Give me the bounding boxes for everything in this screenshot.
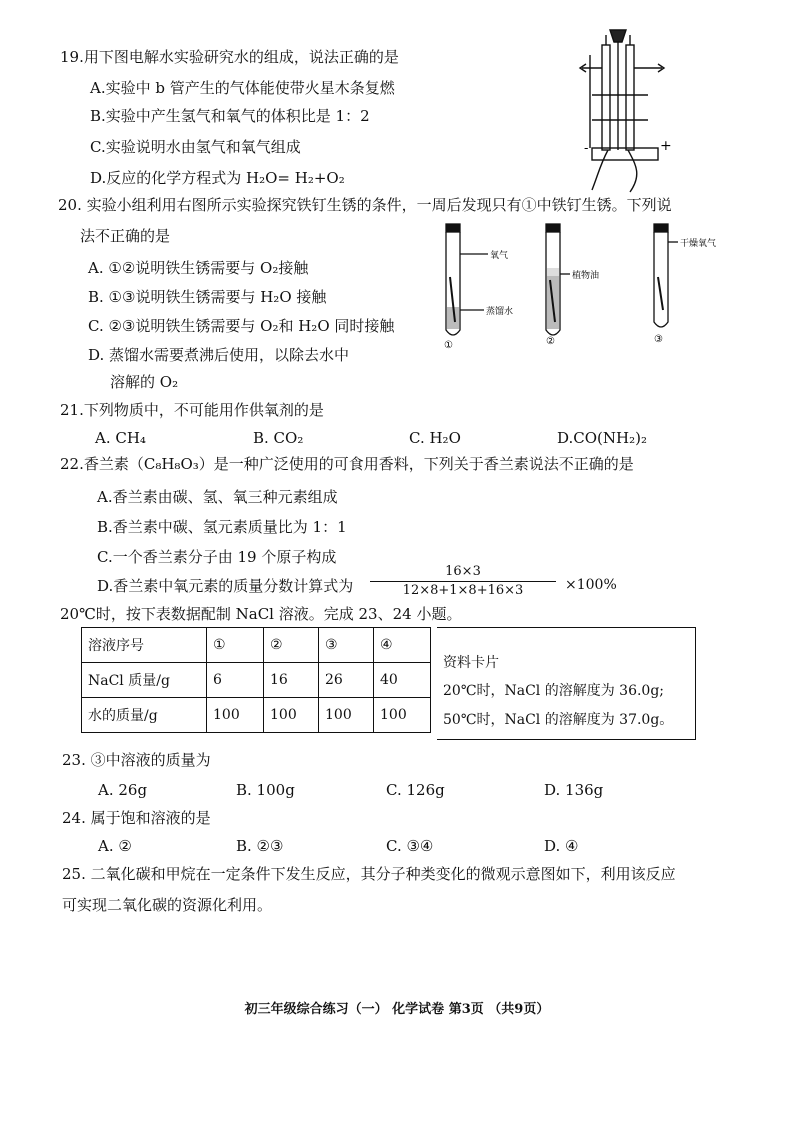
q20-option-d-continued: 溶解的 O₂ (110, 373, 179, 391)
q21-option-b: B. CO₂ (253, 429, 304, 447)
table-row (82, 663, 431, 698)
table-cell: 16 (264, 663, 319, 698)
table-cell: NaCl 质量/g (82, 663, 207, 698)
q21-option-d: D.CO(NH₂)₂ (557, 429, 647, 447)
q23-option-b: B. 100g (236, 781, 295, 799)
info-card-line2: 50℃时，NaCl 的溶解度为 37.0g。 (443, 712, 674, 728)
q24-option-c: C. ③④ (386, 837, 434, 855)
q25-line2: 可实现二氧化碳的资源化利用。 (62, 896, 273, 914)
q22-stem: 22.香兰素（C₈H₈O₃）是一种广泛使用的可食用香料，下列关于香兰素说法不正确的是 (60, 455, 634, 473)
fraction-numerator: 16×3 (445, 564, 481, 579)
tube2-label: ② (546, 336, 555, 347)
table-cell: ④ (374, 628, 431, 663)
fraction-denominator: 12×8+1×8+16×3 (402, 583, 524, 598)
info-card-line1: 20℃时，NaCl 的溶解度为 36.0g; (443, 683, 665, 699)
minus-terminal-label: - (584, 141, 589, 156)
oil-label: 植物油 (572, 271, 600, 281)
tube1-label: ① (444, 340, 453, 350)
q19-option-d: D.反应的化学方程式为 H₂O= H₂+O₂ (90, 169, 345, 187)
page-footer: 初三年级综合练习（一） 化学试卷 第3页 （共9页） (244, 1002, 550, 1017)
table-cell: 100 (264, 698, 319, 733)
q20-stem-line2: 法不正确的是 (80, 227, 171, 245)
table-row (82, 628, 431, 663)
electrolysis-apparatus-figure (570, 20, 680, 195)
table-cell: ② (264, 628, 319, 663)
nacl-solution-table (81, 627, 431, 733)
q20-option-b: B. ①③说明铁生锈需要与 H₂O 接触 (88, 288, 327, 306)
iron-nail-rust-tubes-figure (438, 222, 738, 350)
q19-stem: 19.用下图电解水实验研究水的组成，说法正确的是 (60, 48, 399, 66)
table-cell: ① (207, 628, 264, 663)
plus-terminal-label: + (660, 138, 672, 154)
table-cell: 水的质量/g (82, 698, 207, 733)
table-cell: ③ (319, 628, 374, 663)
q24-stem: 24. 属于饱和溶液的是 (62, 809, 211, 827)
q22-option-c: C.一个香兰素分子由 19 个原子构成 (97, 548, 337, 566)
air-label: 氧气 (490, 251, 509, 261)
q19-option-b: B.实验中产生氢气和氧气的体积比是 1：2 (90, 107, 370, 125)
q22-option-d: D.香兰素中氧元素的质量分数计算式为 (97, 577, 354, 595)
table-cell: 100 (319, 698, 374, 733)
q23-option-d: D. 136g (544, 781, 604, 799)
q23-24-intro: 20℃时，按下表数据配制 NaCl 溶液。完成 23、24 小题。 (60, 605, 462, 623)
q20-option-a: A. ①②说明铁生锈需要与 O₂接触 (88, 259, 309, 277)
q21-option-c: C. H₂O (409, 429, 461, 447)
fraction-suffix: ×100% (565, 577, 617, 593)
q23-option-a: A. 26g (98, 781, 148, 799)
q19-option-a: A.实验中 b 管产生的气体能使带火星木条复燃 (90, 79, 395, 97)
table-cell: 100 (207, 698, 264, 733)
table-cell: 40 (374, 663, 431, 698)
distilled-water-label: 蒸馏水 (486, 307, 514, 317)
q23-option-c: C. 126g (386, 781, 445, 799)
table-cell: 100 (374, 698, 431, 733)
mass-fraction-formula (370, 563, 556, 600)
table-cell: 溶液序号 (82, 628, 207, 663)
q24-option-b: B. ②③ (236, 837, 284, 855)
q21-option-a: A. CH₄ (95, 429, 146, 447)
q20-stem-line1: 20. 实验小组利用右图所示实验探究铁钉生锈的条件，一周后发现只有①中铁钉生锈。下列说 (58, 196, 672, 214)
q22-option-a: A.香兰素由碳、氢、氧三种元素组成 (97, 488, 338, 506)
table-cell: 26 (319, 663, 374, 698)
q20-option-d: D. 蒸馏水需要煮沸后使用，以除去水中 (88, 346, 350, 364)
table-row (82, 698, 431, 733)
q22-option-b: B.香兰素中碳、氢元素质量比为 1：1 (97, 518, 347, 536)
q19-option-c: C.实验说明水由氢气和氧气组成 (90, 138, 301, 156)
q20-option-c: C. ②③说明铁生锈需要与 O₂和 H₂O 同时接触 (88, 317, 395, 335)
tube3-label: ③ (654, 334, 663, 345)
q23-stem: 23. ③中溶液的质量为 (62, 751, 211, 769)
table-cell: 6 (207, 663, 264, 698)
q21-stem: 21.下列物质中，不可能用作供氧剂的是 (60, 401, 324, 419)
q24-option-d: D. ④ (544, 837, 579, 855)
dry-oxygen-label: 干燥氧气 (680, 239, 717, 249)
info-card-title: 资料卡片 (443, 655, 499, 671)
q25-line1: 25. 二氧化碳和甲烷在一定条件下发生反应，其分子种类变化的微观示意图如下，利用该反应 (62, 865, 676, 883)
q24-option-a: A. ② (98, 837, 132, 855)
info-card (437, 627, 696, 740)
